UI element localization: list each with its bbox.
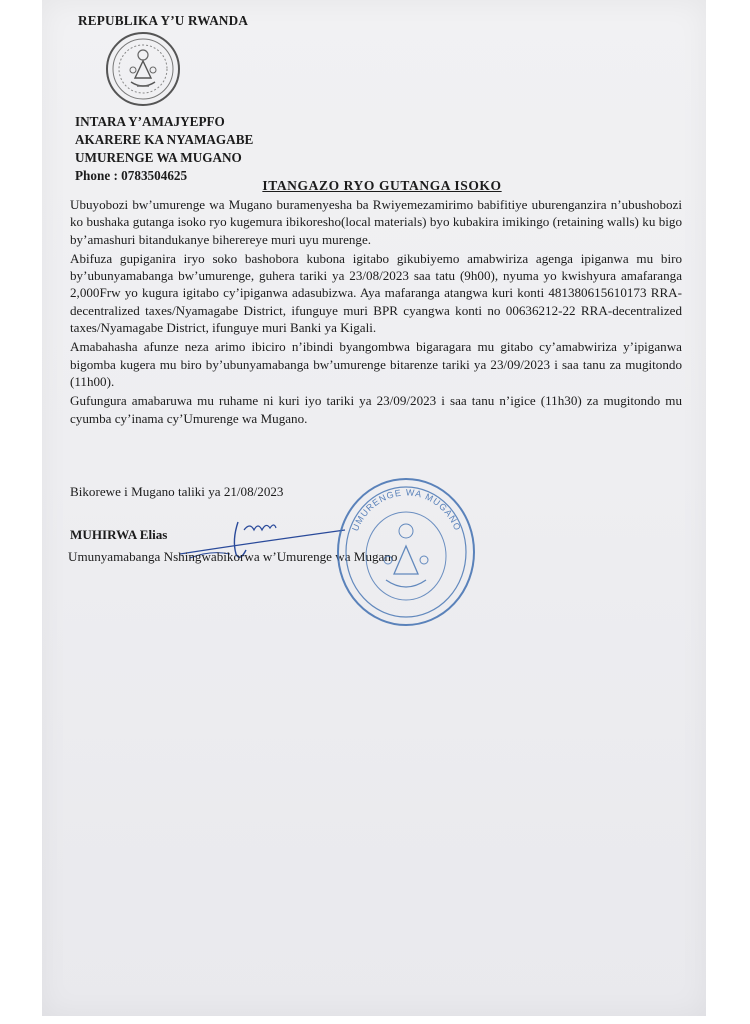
- notice-title-text: ITANGAZO RYO GUTANGA ISOKO: [262, 178, 502, 193]
- address-block: [75, 113, 253, 185]
- signer-title: Umunyamabanga Nshingwabikorwa w’Umurenge wa Mugano: [68, 549, 398, 564]
- signer-name: MUHIRWA Elias: [70, 527, 168, 542]
- svg-text:UMURENGE WA MUGANO: UMURENGE WA MUGANO: [350, 487, 463, 533]
- paragraph-opening: Gufungura amabaruwa mu ruhame ni kuri iyo tariki ya 23/09/2023 i saa tanu n’igice (11h30) za mugitondo mu cyumba cy’inama cy’Umurenge wa Mugano.: [70, 393, 682, 426]
- paragraph-submission: Amabahasha afunze neza arimo ibiciro n’ibindi byangombwa bigaragara mu gitabo cy’amabwiriza y’ipiganwa bigomba kugera mu biro by’ubunyamabanga bw’umurenge bitarenze tariki ya 23/09/2023 i saa tanu za mugitondo (11h00).: [70, 339, 682, 389]
- rwanda-coat-of-arms-icon: [104, 30, 182, 108]
- dateline: Bikorewe i Mugano taliki ya 21/08/2023: [70, 484, 284, 499]
- notice-body: [70, 196, 682, 429]
- address-sector: UMURENGE WA MUGANO: [75, 150, 242, 165]
- notice-title: [0, 178, 750, 194]
- paragraph-intro: Ubuyobozi bw’umurenge wa Mugano buramenyesha ba Rwiyemezamirimo babifitiye uburenganzira n’ubushobozi ko bushaka gutanga isoko ryo kugemura ibikoresho(local materials) byo kubakira imikingo (retaining walls) ku bigo by’amashuri bitandukanye biherereye muri uyu murenge.: [70, 197, 682, 247]
- paragraph-bidding-documents: Abifuza gupiganira iryo soko bashobora kubona igitabo gikubiyemo amabwiriza agenga ipiganwa mu biro by’ubunyamabanga bw’umurenge, guhera tariki ya 23/08/2023 saa tatu (9h00), nyuma yo kwishyura amafaranga 2,000Frw yo kugura igitabo cy’ipiganwa adasubizwa. Aya mafaranga atangwa kuri konti 481380615610173 RRA-decentralized taxes/Nyamagabe District, ifunguye muri BPR cyangwa konti no 00636212-22 RRA-decentralized taxes/Nyamagabe District, ifunguye muri Banki ya Kigali.: [70, 250, 682, 336]
- republic-heading: REPUBLIKA Y’U RWANDA: [78, 13, 249, 28]
- address-province: INTARA Y’AMAJYEPFO: [75, 114, 225, 129]
- address-phone: Phone : 0783504625: [75, 168, 188, 183]
- official-stamp: [334, 476, 479, 628]
- address-district: AKARERE KA NYAMAGABE: [75, 132, 254, 147]
